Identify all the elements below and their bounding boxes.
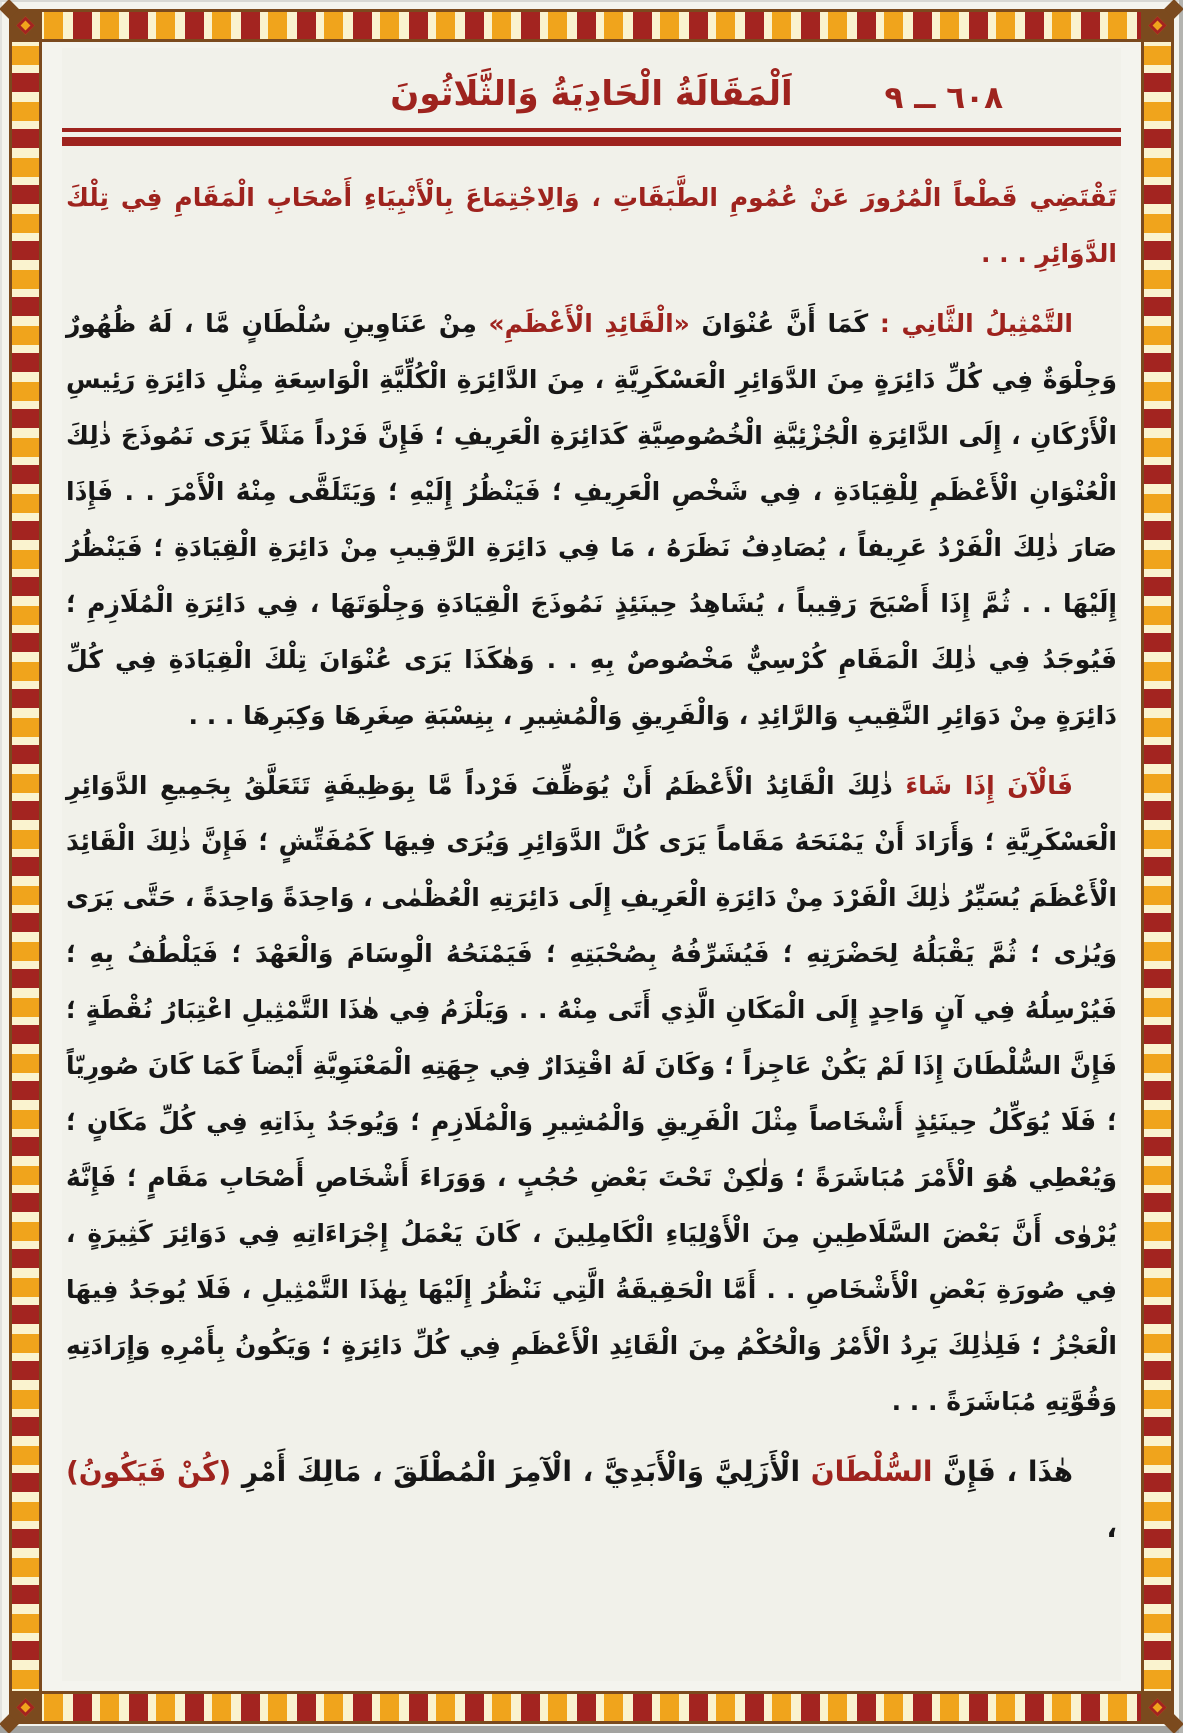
page-title: اَلْمَقَالَةُ الْحَادِيَةُ وَالثَّلَاثُونَ — [390, 74, 793, 114]
border-corner-ornament — [9, 1691, 42, 1724]
border-top-band — [9, 9, 1174, 42]
page-number: ٦٠٨ ــ ٩ — [884, 80, 1003, 116]
paragraph — [66, 758, 1117, 1430]
border-bottom-band — [9, 1691, 1174, 1724]
text-run: هٰذَا ، فَإِنَّ — [932, 1455, 1074, 1488]
paragraph — [66, 170, 1117, 282]
border-right-band — [1141, 9, 1174, 1724]
text-run: ذٰلِكَ الْقَائِدُ الْأَعْظَمُ أَنْ يُوَظِّفَ فَرْداً مَّا بِوَظِيفَةٍ تَتَعَلَّقُ بِجَمِيعِ الدَّوَائِرِ الْعَسْكَرِيَّةِ ؛ وَأَرَادَ أَنْ يَمْنَحَهُ مَقَاماً يَرَى كُلَّ الدَّوَائِرِ وَيُرَى فِيهَا كَمُفَتِّشٍ ؛ فَإِنَّ ذٰلِكَ الْقَائِدَ الْأَعْظَمَ يُسَيِّرُ ذٰلِكَ الْفَرْدَ مِنْ دَائِرَةِ الْعَرِيفِ إِلَى دَائِرَتِهِ الْعُظْمٰى ، وَاحِدَةً وَاحِدَةً ، حَتَّى يَرَى وَيُرٰى ؛ ثُمَّ يَقْبَلُهُ لِحَضْرَتِهِ ؛ فَيُشَرِّفُهُ بِصُحْبَتِهِ ؛ فَيَمْنَحُهُ الْوِسَامَ وَالْعَهْدَ ؛ فَيَلْطُفُ بِهِ ؛ فَيُرْسِلُهُ فِي آنٍ وَاحِدٍ إِلَى الْمَكَانِ الَّذِي أَتَى مِنْهُ . . وَيَلْزَمُ فِي هٰذَا التَّمْثِيلِ اعْتِبَارُ نُقْطَةٍ ؛ فَإِنَّ السُّلْطَانَ إِذَا لَمْ يَكُنْ عَاجِزاً ؛ وَكَانَ لَهُ اقْتِدَارٌ فِي جِهَتِهِ الْمَعْنَوِيَّةِ أَيْضاً كَمَا كَانَ صُورِيّاً ؛ فَلَا يُوَكِّلُ حِينَئِذٍ أَشْخَاصاً مِثْلَ الْفَرِيقِ وَالْمُشِيرِ وَالْمُلَازِمِ ؛ وَيُوجَدُ بِذَاتِهِ فِي كُلِّ مَكَانٍ ؛ وَيُعْطِي هُوَ الْأَمْرَ مُبَاشَرَةً ؛ وَلٰكِنْ تَحْتَ بَعْضِ حُجُبٍ ، وَوَرَاءَ أَشْخَاصِ أَصْحَابِ مَقَامٍ ؛ فَإِنَّهُ يُرْوٰى أَنَّ بَعْضَ السَّلَاطِينِ مِنَ الْأَوْلِيَاءِ الْكَامِلِينَ ، كَانَ يَعْمَلُ إِجْرَاءَاتِهِ فِي دَوَائِرَ كَثِيرَةٍ ، فِي صُورَةِ بَعْضِ الْأَشْخَاصِ . . أَمَّا الْحَقِيقَةُ الَّتِي نَنْظُرُ إِلَيْهَا بِهٰذَا التَّمْثِيلِ ، فَلَا يُوجَدُ فِيهَا الْعَجْزُ ؛ فَلِذٰلِكَ يَرِدُ الْأَمْرُ وَالْحُكْمُ مِنَ الْقَائِدِ الْأَعْظَمِ فِي كُلِّ دَائِرَةٍ ؛ وَيَكُونُ بِأَمْرِهِ وَإِرَادَتِهِ وَقُوَّتِهِ مُبَاشَرَةً . . . — [66, 771, 1117, 1416]
page-content — [62, 48, 1121, 1681]
body-text — [62, 170, 1121, 1556]
text-run: ، — [1106, 1511, 1117, 1544]
highlighted-text-run: «الْقَائِدِ الْأَعْظَمِ» — [488, 309, 690, 338]
highlighted-text-run: التَّمْثِيلُ الثَّانِي : — [868, 309, 1073, 338]
highlighted-text-run: تَقْتَضِي قَطْعاً الْمُرُورَ عَنْ عُمُومِ الطَّبَقَاتِ ، وَالِاجْتِمَاعَ بِالْأَنْبِيَاءِ أَصْحَابِ الْمَقَامِ فِي تِلْكَ الدَّوَائِرِ . . . — [66, 183, 1117, 268]
paragraph — [66, 296, 1117, 744]
border-corner-ornament — [1141, 1691, 1174, 1724]
border-corner-ornament — [1141, 9, 1174, 42]
text-run: مِنْ عَنَاوِينِ سُلْطَانٍ مَّا ، لَهُ ظُهُورٌ وَجِلْوَةٌ فِي كُلِّ دَائِرَةٍ مِنَ الدَّوَائِرِ الْعَسْكَرِيَّةِ ، مِنَ الدَّائِرَةِ الْكُلِّيَّةِ الْوَاسِعَةِ مِثْلِ دَائِرَةِ رَئِيسِ الْأَرْكَانِ ، إِلَى الدَّائِرَةِ الْجُزْئِيَّةِ الْخُصُوصِيَّةِ كَدَائِرَةِ الْعَرِيفِ ؛ فَإِنَّ فَرْداً مَثَلاً يَرَى نَمُوذَجَ ذٰلِكَ الْعُنْوَانِ الْأَعْظَمِ لِلْقِيَادَةِ ، فِي شَخْصِ الْعَرِيفِ ؛ فَيَنْظُرُ إِلَيْهِ ؛ وَيَتَلَقَّى مِنْهُ الْأَمْرَ . . فَإِذَا صَارَ ذٰلِكَ الْفَرْدُ عَرِيفاً ، يُصَادِفُ نَظَرَهُ ، مَا فِي دَائِرَةِ الرَّقِيبِ مِنْ دَائِرَةِ الْقِيَادَةِ ؛ فَيَنْظُرُ إِلَيْهَا . . ثُمَّ إِذَا أَصْبَحَ رَقِيباً ، يُشَاهِدُ حِينَئِذٍ نَمُوذَجَ الْقِيَادَةِ وَجِلْوَتَهَا ، فِي دَائِرَةِ الْمُلَازِمِ ؛ فَيُوجَدُ فِي ذٰلِكَ الْمَقَامِ كُرْسِيٌّ مَخْصُوصٌ بِهِ . . وَهٰكَذَا يَرَى عُنْوَانَ تِلْكَ الْقِيَادَةِ فِي كُلِّ دَائِرَةٍ مِنْ دَوَائِرِ النَّقِيبِ وَالرَّائِدِ ، وَالْفَرِيقِ وَالْمُشِيرِ ، بِنِسْبَةِ صِغَرِهَا وَكِبَرِهَا . . . — [66, 309, 1117, 730]
text-run: كَمَا أَنَّ عُنْوَانَ — [689, 309, 869, 338]
highlighted-text-run: فَالْآنَ إِذَا شَاءَ — [892, 771, 1073, 800]
paragraph — [66, 1444, 1117, 1556]
highlighted-text-run: (كُنْ فَيَكُونُ) — [66, 1455, 232, 1488]
page-header — [62, 48, 1121, 146]
text-run: الْأَزَلِيَّ وَالْأَبَدِيَّ ، الْآمِرَ الْمُطْلَقَ ، مَالِكَ أَمْرِ — [231, 1455, 801, 1488]
border-corner-ornament — [9, 9, 42, 42]
border-left-band — [9, 9, 42, 1724]
highlighted-text-run: السُّلْطَانَ — [800, 1455, 933, 1488]
header-divider — [62, 128, 1121, 146]
